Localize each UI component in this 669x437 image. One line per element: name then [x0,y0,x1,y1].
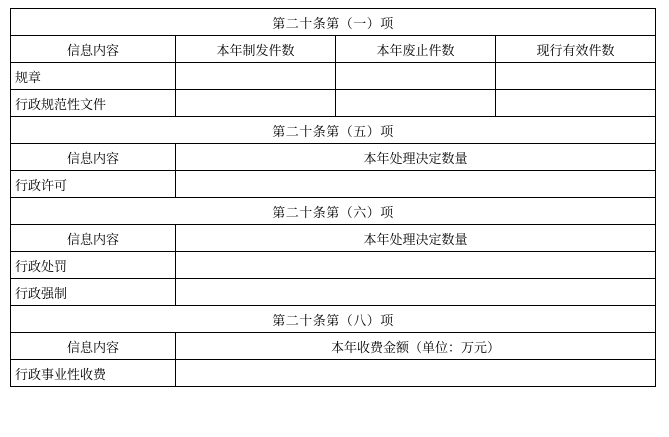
cell-1-1-0[interactable] [176,90,336,117]
table-row [11,360,656,387]
government-information-disclosure-table [10,8,656,387]
column-header-4-0: 信息内容 [11,333,176,360]
section-header-row [11,144,656,171]
section-heading-row [11,9,656,36]
row-label-2-0: 行政许可 [11,171,176,198]
section-heading-row [11,117,656,144]
table-row [11,252,656,279]
row-label-1-1: 行政规范性文件 [11,90,176,117]
section-header-row [11,36,656,63]
section-heading-1: 第二十条第（一）项 [11,9,656,36]
column-header-3-0: 信息内容 [11,225,176,252]
cell-1-1-1[interactable] [336,90,496,117]
section-header-row [11,225,656,252]
table-row [11,171,656,198]
section-heading-3: 第二十条第（六）项 [11,198,656,225]
cell-2-0-0[interactable] [176,171,656,198]
section-heading-row [11,198,656,225]
column-header-1-1: 本年制发件数 [176,36,336,63]
row-label-1-0: 规章 [11,63,176,90]
cell-1-0-2[interactable] [496,63,656,90]
column-header-2-1: 本年处理决定数量 [176,144,656,171]
column-header-1-3: 现行有效件数 [496,36,656,63]
table-row [11,279,656,306]
section-header-row [11,333,656,360]
cell-3-0-0[interactable] [176,252,656,279]
section-heading-2: 第二十条第（五）项 [11,117,656,144]
cell-1-0-1[interactable] [336,63,496,90]
column-header-1-0: 信息内容 [11,36,176,63]
column-header-3-1: 本年处理决定数量 [176,225,656,252]
row-label-3-0: 行政处罚 [11,252,176,279]
table-row [11,90,656,117]
cell-3-1-0[interactable] [176,279,656,306]
cell-4-0-0[interactable] [176,360,656,387]
statistics-table-page [0,8,669,437]
section-heading-row [11,306,656,333]
section-heading-4: 第二十条第（八）项 [11,306,656,333]
cell-1-0-0[interactable] [176,63,336,90]
column-header-2-0: 信息内容 [11,144,176,171]
row-label-4-0: 行政事业性收费 [11,360,176,387]
column-header-4-1: 本年收费金额（单位：万元） [176,333,656,360]
row-label-3-1: 行政强制 [11,279,176,306]
table-row [11,63,656,90]
column-header-1-2: 本年废止件数 [336,36,496,63]
cell-1-1-2[interactable] [496,90,656,117]
